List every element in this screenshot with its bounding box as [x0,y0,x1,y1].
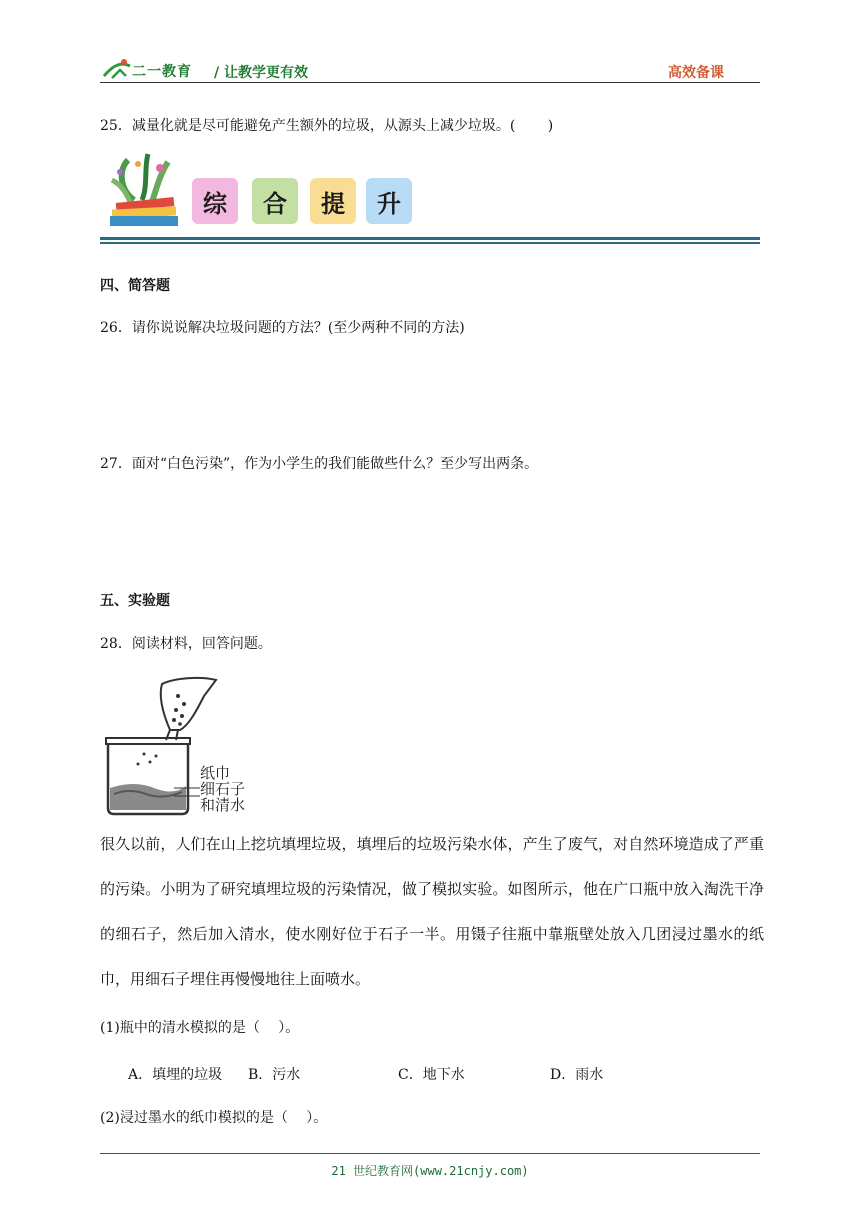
sub-question-1: (1)瓶中的清水模拟的是（ ）。 [100,1020,300,1036]
figure-label-3: 和清水 [200,796,246,814]
section-heading-5: 五、实验题 [100,593,170,609]
option-c: C．地下水 [398,1067,465,1083]
banner-tile-2: 合 [252,178,298,224]
footer-divider [100,1153,760,1154]
banner-tile-3: 提 [310,178,356,224]
header-right-label: 高效备课 [668,65,724,81]
banner-rule-bottom [100,242,760,244]
sub-question-2: (2)浸过墨水的纸巾模拟的是（ ）。 [100,1110,328,1126]
header-slogan: / 让教学更有效 [214,65,308,81]
footer-text: 21 世纪教育网(www.21cnjy.com) [331,1164,529,1178]
experiment-jar-figure [104,676,264,816]
figure-label-1: 纸巾 [200,764,231,782]
banner-rule-top [100,237,760,240]
books-plant-illustration [98,150,192,230]
question-27: 27．面对“白色污染”，作为小学生的我们能做些什么？至少写出两条。 [100,456,539,472]
question-26: 26．请你说说解决垃圾问题的方法？(至少两种不同的方法) [100,320,465,336]
option-a: A．填埋的垃圾 [128,1067,223,1083]
question-28: 28．阅读材料，回答问题。 [100,636,272,652]
material-paragraph: 很久以前，人们在山上挖坑填埋垃圾，填埋后的垃圾污染水体，产生了废气，对自然环境造成了严重的污染。小明为了研究填埋垃圾的污染情况，做了模拟实验。如图所示，他在广口瓶中放入淘洗干净的细石子，然后加入清水，使水刚好位于石子一半。用镊子往瓶中靠瓶壁处放入几团浸过墨水的纸巾，用细石子埋住再慢慢地往上面喷水。 [100,835,764,988]
banner-tile-1: 综 [192,178,238,224]
banner-tile-4: 升 [366,178,412,224]
figure-label-2: 细石子 [200,780,246,798]
question-25: 25．减量化就是尽可能避免产生额外的垃圾，从源头上减少垃圾。( ) [100,118,554,134]
option-b: B．污水 [248,1067,301,1083]
logo-text: 二一教育 [132,64,192,80]
option-d: D．雨水 [550,1067,604,1083]
section-heading-4: 四、简答题 [100,278,170,294]
header-divider [100,82,760,83]
